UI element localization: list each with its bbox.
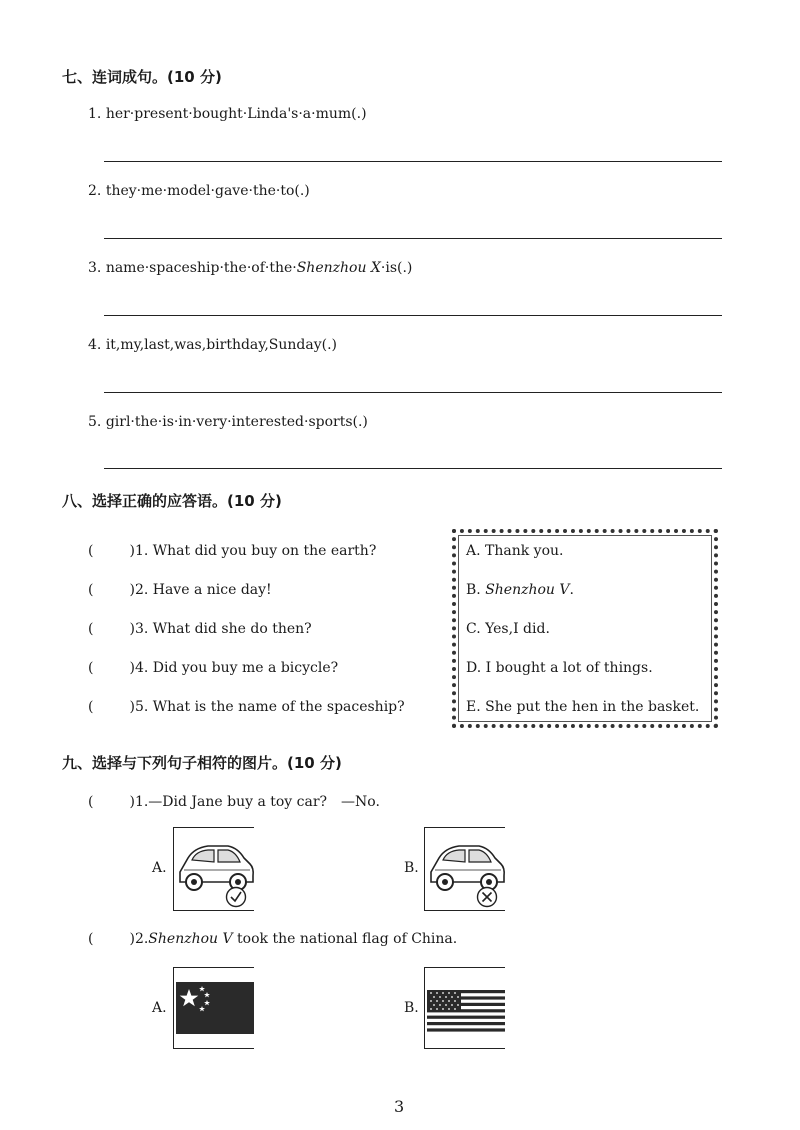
answer-blank-open[interactable]: ( [88, 699, 94, 715]
s9-question-2: ( )2.Shenzhou V took the national flag of China. [88, 931, 458, 947]
usa-flag-icon [427, 990, 505, 1032]
s7-item-4-num: 4. [88, 337, 102, 353]
car-picture-b[interactable] [424, 827, 505, 911]
answer-blank-open[interactable]: ( [88, 794, 94, 810]
s8-question-text: What did she do then? [152, 621, 312, 637]
china-flag-icon [176, 982, 254, 1034]
answer-line-5[interactable] [104, 468, 722, 469]
section-7-title: 七、连词成句。(10 分) [62, 68, 222, 86]
section-8-title: 八、选择正确的应答语。(10 分) [62, 492, 282, 510]
answer-option-b: B. Shenzhou V. [466, 582, 574, 598]
s7-item-3 [88, 260, 412, 276]
s8-question-text: Did you buy me a bicycle? [152, 660, 339, 676]
s7-item-5 [88, 414, 368, 430]
s7-item-1-text: her·present·bought·Linda's·a·mum(.) [105, 106, 367, 122]
s8-question-text: What did you buy on the earth? [152, 543, 377, 559]
answer-line-1[interactable] [104, 161, 722, 162]
flag-picture-a[interactable] [173, 967, 254, 1049]
s8-question-text: Have a nice day! [152, 582, 272, 598]
s7-item-5-text: girl·the·is·in·very·interested·sports(.) [105, 414, 368, 430]
s7-item-1 [88, 106, 367, 122]
answer-option-e: E. She put the hen in the basket. [466, 699, 700, 715]
cross-mark-icon [476, 886, 498, 908]
s9-question-2-text: took the national flag of China. [232, 931, 458, 947]
answer-option-a: A. Thank you. [466, 543, 564, 559]
s9-q1-option-a-label: A. [152, 860, 167, 876]
s8-question-4: ( )4. Did you buy me a bicycle? [88, 660, 339, 676]
s9-question-1-text: —Did Jane buy a toy car? —No. [148, 794, 380, 810]
s8-question-5: ( )5. What is the name of the spaceship? [88, 699, 405, 715]
s8-question-text: What is the name of the spaceship? [152, 699, 405, 715]
s7-item-2-text: they·me·model·gave·the·to(.) [105, 183, 310, 199]
s7-item-2 [88, 183, 310, 199]
answer-blank-open[interactable]: ( [88, 582, 94, 598]
car-picture-a[interactable] [173, 827, 254, 911]
answer-option-d: D. I bought a lot of things. [466, 660, 653, 676]
answer-option-c: C. Yes,I did. [466, 621, 550, 637]
s7-item-4 [88, 337, 337, 353]
flag-picture-b[interactable] [424, 967, 505, 1049]
s7-item-2-num: 2. [88, 183, 102, 199]
s7-item-3-num: 3. [88, 260, 102, 276]
s7-item-1-num: 1. [88, 106, 102, 122]
s9-q2-option-a-label: A. [152, 1000, 167, 1016]
s9-q2-option-b-label: B. [404, 1000, 419, 1016]
s9-q1-option-b-label: B. [404, 860, 419, 876]
page-number: 3 [394, 1097, 405, 1116]
s7-item-5-num: 5. [88, 414, 102, 430]
s7-item-3-text: name·spaceship·the·of·the·Shenzhou X·is(.) [105, 260, 413, 276]
answer-blank-open[interactable]: ( [88, 931, 94, 947]
section-9-title: 九、选择与下列句子相符的图片。(10 分) [62, 754, 342, 772]
s8-question-3: ( )3. What did she do then? [88, 621, 312, 637]
answer-line-2[interactable] [104, 238, 722, 239]
s8-question-2: ( )2. Have a nice day! [88, 582, 272, 598]
answer-blank-open[interactable]: ( [88, 543, 94, 559]
answer-line-3[interactable] [104, 315, 722, 316]
answer-blank-open[interactable]: ( [88, 621, 94, 637]
check-mark-icon [225, 886, 247, 908]
s7-item-4-text: it,my,last,was,birthday,Sunday(.) [105, 337, 337, 353]
s9-question-1: ( )1.—Did Jane buy a toy car? —No. [88, 794, 380, 810]
answer-line-4[interactable] [104, 392, 722, 393]
s8-question-1: ( )1. What did you buy on the earth? [88, 543, 377, 559]
answer-blank-open[interactable]: ( [88, 660, 94, 676]
